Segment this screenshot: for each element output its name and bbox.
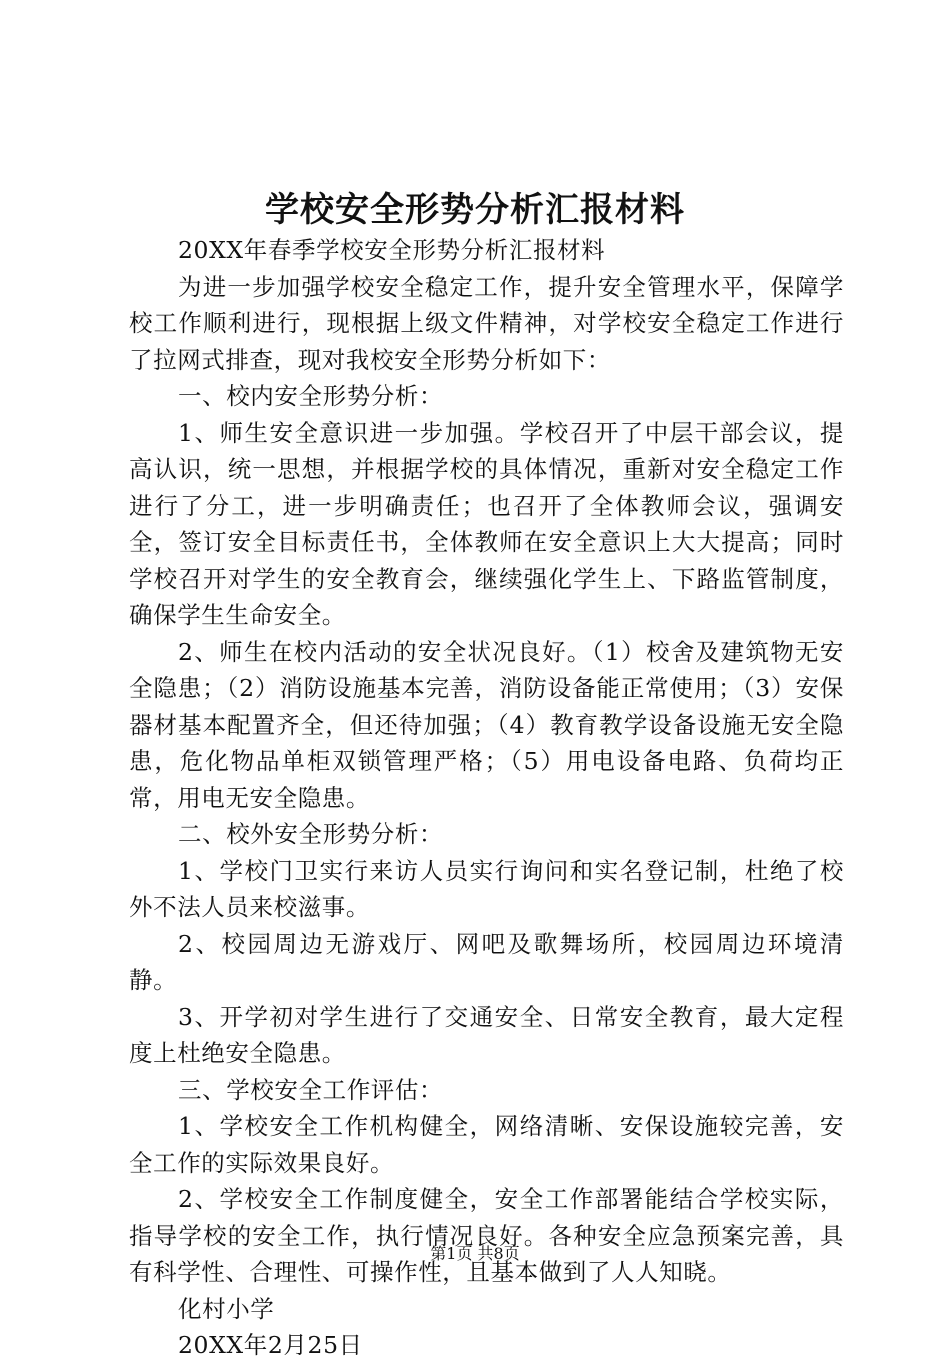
- page-number-footer: 第1页 共8页: [430, 1244, 520, 1263]
- document-body: [129, 232, 844, 1364]
- section-heading-1: 一、校内安全形势分析：: [178, 382, 444, 410]
- subtitle-line: 20XX年春季学校安全形势分析汇报材料: [178, 236, 606, 264]
- section-heading-3: 三、学校安全工作评估：: [178, 1075, 444, 1104]
- section-1-item-2: 2、师生在校内活动的安全状况良好。（1）校舍及建筑物无安全隐患；（2）消防设施基本完善，消防设备能正常使用；（3）安保器材基本配置齐全，但还待加强；（4）教育教学设备设施无安全隐患，危化物品单柜双锁管理严格；（5）用电设备电路、负荷均正常，用电无安全隐患。: [129, 637, 844, 812]
- intro-paragraph: 为进一步加强学校安全稳定工作，提升安全管理水平，保障学校工作顺利进行，现根据上级文件精神，对学校安全稳定工作进行了拉网式排查，现对我校安全形势分析如下：: [129, 272, 844, 374]
- section-2-item-1: 1、学校门卫实行来访人员实行询问和实名登记制，杜绝了校外不法人员来校滋事。: [129, 856, 844, 921]
- document-title: 学校安全形势分析汇报材料: [265, 190, 685, 230]
- signature-school: 化村小学: [178, 1294, 275, 1323]
- signature-date: 20XX年2月25日: [178, 1331, 363, 1359]
- section-2-item-2: 2、校园周边无游戏厅、网吧及歌舞场所，校园周边环境清静。: [129, 929, 844, 994]
- section-3-item-2: 2、学校安全工作制度健全，安全工作部署能结合学校实际，指导学校的安全工作，执行情况良好。各种安全应急预案完善，具有科学性、合理性、可操作性，且基本做到了人人知晓。: [129, 1185, 844, 1286]
- section-3-item-1: 1、学校安全工作机构健全，网络清晰、安保设施较完善，安全工作的实际效果良好。: [129, 1112, 844, 1177]
- section-heading-2: 二、校外安全形势分析：: [178, 820, 444, 848]
- section-1-item-1: 1、师生安全意识进一步加强。学校召开了中层干部会议，提高认识，统一思想，并根据学校的具体情况，重新对安全稳定工作进行了分工，进一步明确责任；也召开了全体教师会议，强调安全，签订安全目标责任书，全体教师在安全意识上大大提高；同时学校召开对学生的安全教育会，继续强化学生上、下路监管制度，确保学生生命安全。: [129, 418, 844, 629]
- section-2-item-3: 3、开学初对学生进行了交通安全、日常安全教育，最大定程度上杜绝安全隐患。: [129, 1002, 844, 1067]
